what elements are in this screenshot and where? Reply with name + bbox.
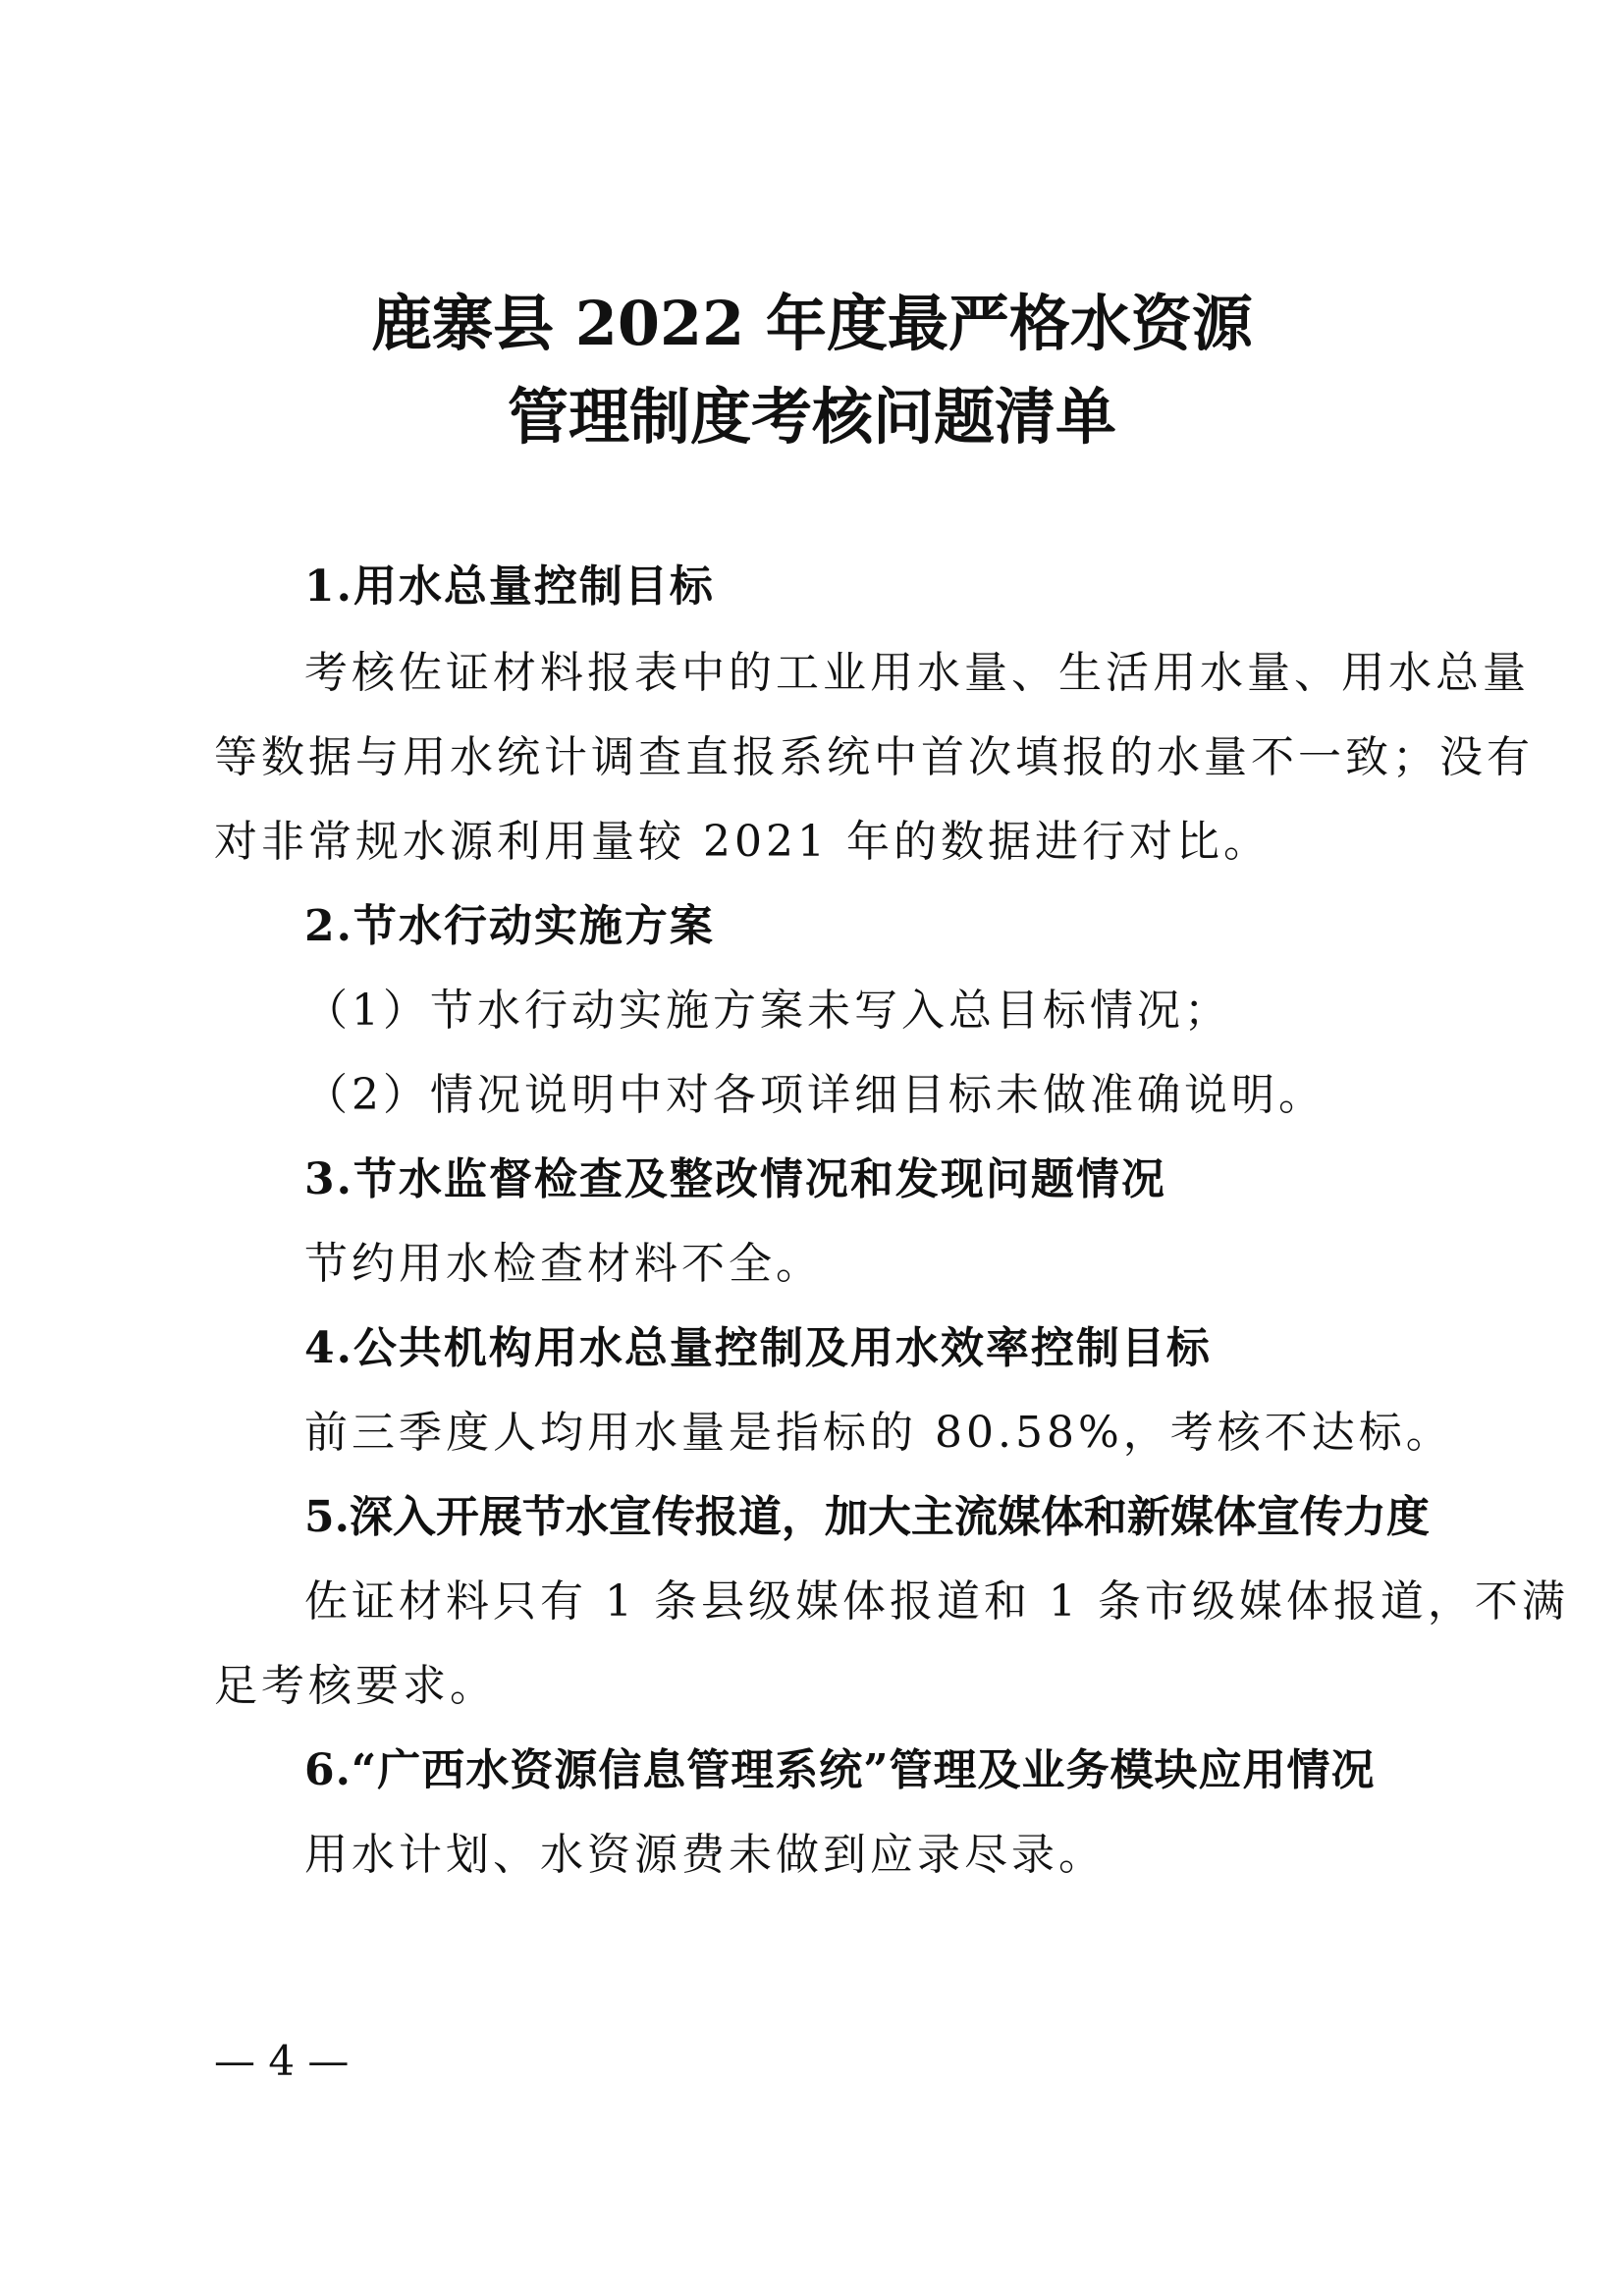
section-6-text-line-1: 用水计划、水资源费未做到应录尽录。 bbox=[304, 1830, 1106, 1880]
section-6-heading: 6.“广西水资源信息管理系统”管理及业务模块应用情况 bbox=[304, 1745, 1376, 1795]
section-2-text-line-2: （2）情况说明中对各项详细目标未做准确说明。 bbox=[304, 1070, 1326, 1120]
section-5-text-line-2: 足考核要求。 bbox=[214, 1661, 497, 1711]
section-1-text-line-3: 对非常规水源利用量较 2021 年的数据进行对比。 bbox=[214, 817, 1271, 867]
section-2-text-line-1: （1）节水行动实施方案未写入总目标情况； bbox=[304, 986, 1231, 1036]
document-title-line-1: 鹿寨县 2022 年度最严格水资源 bbox=[371, 288, 1253, 359]
section-1-heading: 1.用水总量控制目标 bbox=[304, 561, 715, 612]
document-title-line-2: 管理制度考核问题清单 bbox=[507, 381, 1116, 453]
section-5-text-line-1: 佐证材料只有 1 条县级媒体报道和 1 条市级媒体报道，不满 bbox=[304, 1576, 1569, 1627]
section-1-text-line-1: 考核佐证材料报表中的工业用水量、生活用水量、用水总量 bbox=[304, 648, 1530, 698]
page-number: — 4 — bbox=[214, 2037, 350, 2085]
section-3-text-line-1: 节约用水检查材料不全。 bbox=[304, 1239, 823, 1289]
section-3-heading: 3.节水监督检查及整改情况和发现问题情况 bbox=[304, 1154, 1166, 1204]
section-4-heading: 4.公共机构用水总量控制及用水效率控制目标 bbox=[304, 1323, 1212, 1373]
section-5-heading: 5.深入开展节水宣传报道，加大主流媒体和新媒体宣传力度 bbox=[304, 1492, 1430, 1542]
section-4-text-line-1: 前三季度人均用水量是指标的 80.58%，考核不达标。 bbox=[304, 1408, 1453, 1458]
section-1-text-line-2: 等数据与用水统计调查直报系统中首次填报的水量不一致；没有 bbox=[214, 732, 1534, 782]
section-2-heading: 2.节水行动实施方案 bbox=[304, 901, 715, 951]
